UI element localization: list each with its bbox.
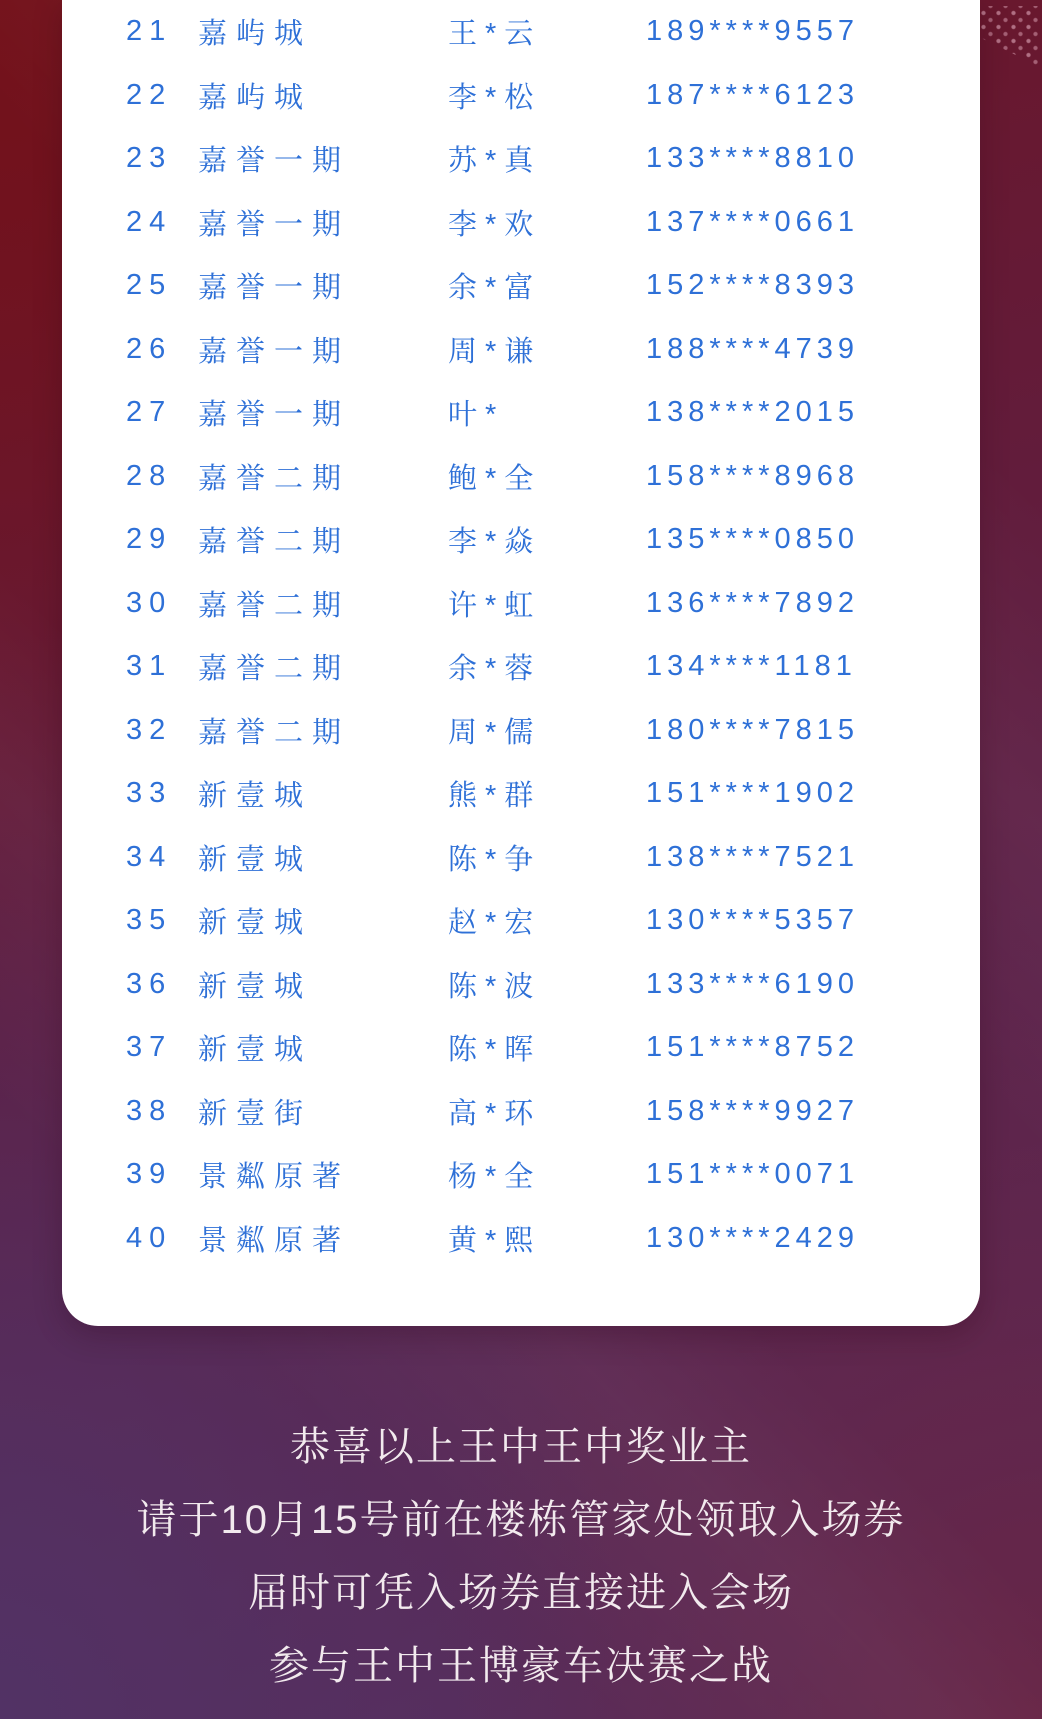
winner-number: 22 — [126, 78, 173, 111]
winner-name: 陈*晖 — [448, 1034, 542, 1067]
winner-row — [62, 191, 980, 255]
winner-name: 陈*争 — [448, 843, 542, 876]
winner-community: 新壹城 — [198, 970, 313, 1003]
winner-phone: 130****5357 — [646, 904, 860, 937]
winner-name: 余*富 — [448, 272, 542, 305]
winner-number: 38 — [126, 1094, 173, 1127]
winner-community: 景粼原著 — [198, 1224, 351, 1257]
winner-community: 嘉誉二期 — [198, 526, 351, 559]
winner-row — [62, 64, 980, 128]
winner-name: 余*蓉 — [448, 653, 542, 686]
winner-number: 23 — [126, 142, 173, 175]
winner-phone: 158****8968 — [646, 459, 860, 492]
winner-row — [62, 953, 980, 1017]
winner-name: 赵*宏 — [448, 907, 542, 940]
winner-phone: 133****8810 — [646, 142, 860, 175]
winner-community: 嘉屿城 — [198, 18, 313, 51]
winner-number: 29 — [126, 523, 173, 556]
winner-community: 嘉誉一期 — [198, 335, 351, 368]
winner-row — [62, 1080, 980, 1144]
footer-congrats-line: 恭喜以上王中王中奖业主 — [290, 1425, 752, 1469]
winner-number: 40 — [126, 1221, 173, 1254]
winner-name: 熊*群 — [448, 780, 542, 813]
winner-name: 许*虹 — [448, 589, 542, 622]
winner-community: 新壹城 — [198, 1034, 313, 1067]
winner-row — [62, 381, 980, 445]
winner-community: 嘉誉二期 — [198, 589, 351, 622]
winner-row — [62, 762, 980, 826]
footer-notice — [0, 1411, 1042, 1703]
winner-phone: 158****9927 — [646, 1094, 860, 1127]
winner-phone: 151****8752 — [646, 1031, 860, 1064]
winner-row — [62, 445, 980, 509]
winner-name: 高*环 — [448, 1097, 542, 1130]
winner-community: 嘉誉一期 — [198, 208, 351, 241]
winner-number: 21 — [126, 15, 173, 48]
winners-list — [62, 0, 980, 1270]
winner-phone: 151****1902 — [646, 777, 860, 810]
winner-community: 嘉誉一期 — [198, 272, 351, 305]
winner-row — [62, 0, 980, 64]
winner-community: 新壹城 — [198, 907, 313, 940]
winner-community: 嘉誉二期 — [198, 653, 351, 686]
winner-row — [62, 826, 980, 890]
winner-number: 27 — [126, 396, 173, 429]
winner-community: 新壹城 — [198, 780, 313, 813]
winner-name: 周*谦 — [448, 335, 542, 368]
winner-name: 王*云 — [448, 18, 542, 51]
winner-name: 苏*真 — [448, 145, 542, 178]
winner-number: 37 — [126, 1031, 173, 1064]
winner-phone: 152****8393 — [646, 269, 860, 302]
winner-name: 陈*波 — [448, 970, 542, 1003]
winner-row — [62, 1016, 980, 1080]
winner-community: 嘉誉二期 — [198, 462, 351, 495]
winner-row — [62, 1143, 980, 1207]
winner-phone: 138****7521 — [646, 840, 860, 873]
winner-name: 叶* — [448, 399, 505, 432]
winner-number: 33 — [126, 777, 173, 810]
winner-phone: 130****2429 — [646, 1221, 860, 1254]
winner-number: 35 — [126, 904, 173, 937]
winner-phone: 138****2015 — [646, 396, 860, 429]
winner-name: 李*松 — [448, 81, 542, 114]
winner-number: 39 — [126, 1158, 173, 1191]
winner-row — [62, 699, 980, 763]
winner-phone: 151****0071 — [646, 1158, 860, 1191]
winner-community: 嘉誉一期 — [198, 145, 351, 178]
winner-number: 25 — [126, 269, 173, 302]
winner-phone: 188****4739 — [646, 332, 860, 365]
winner-number: 26 — [126, 332, 173, 365]
winner-row — [62, 889, 980, 953]
winner-community: 新壹街 — [198, 1097, 313, 1130]
winner-phone: 134****1181 — [646, 650, 857, 683]
winner-name: 李*焱 — [448, 526, 542, 559]
winner-number: 36 — [126, 967, 173, 1000]
footer-entry-line: 届时可凭入场券直接进入会场 — [248, 1571, 794, 1615]
winner-community: 嘉誉二期 — [198, 716, 351, 749]
winner-community: 嘉誉一期 — [198, 399, 351, 432]
winner-name: 鲍*全 — [448, 462, 542, 495]
footer-pickup-line: 请于10月15号前在楼栋管家处领取入场券 — [136, 1498, 906, 1542]
winner-row — [62, 1207, 980, 1271]
winner-phone: 187****6123 — [646, 78, 860, 111]
winner-number: 34 — [126, 840, 173, 873]
winner-name: 李*欢 — [448, 208, 542, 241]
winner-number: 24 — [126, 205, 173, 238]
winner-phone: 189****9557 — [646, 15, 860, 48]
winners-card — [62, 0, 980, 1326]
winner-phone: 136****7892 — [646, 586, 860, 619]
winner-community: 景粼原著 — [198, 1161, 351, 1194]
winner-number: 30 — [126, 586, 173, 619]
winner-phone: 137****0661 — [646, 205, 860, 238]
winner-row — [62, 508, 980, 572]
winner-row — [62, 572, 980, 636]
winner-row — [62, 127, 980, 191]
winner-number: 28 — [126, 459, 173, 492]
winner-number: 31 — [126, 650, 173, 683]
winner-phone: 180****7815 — [646, 713, 860, 746]
winner-phone: 133****6190 — [646, 967, 860, 1000]
winner-community: 嘉屿城 — [198, 81, 313, 114]
winner-row — [62, 254, 980, 318]
winner-phone: 135****0850 — [646, 523, 860, 556]
winner-community: 新壹城 — [198, 843, 313, 876]
winner-name: 黄*熙 — [448, 1224, 542, 1257]
footer-final-line: 参与王中王博豪车决赛之战 — [269, 1644, 773, 1688]
winner-name: 周*儒 — [448, 716, 542, 749]
winner-number: 32 — [126, 713, 173, 746]
winner-row — [62, 318, 980, 382]
winner-name: 杨*全 — [448, 1161, 542, 1194]
winner-row — [62, 635, 980, 699]
